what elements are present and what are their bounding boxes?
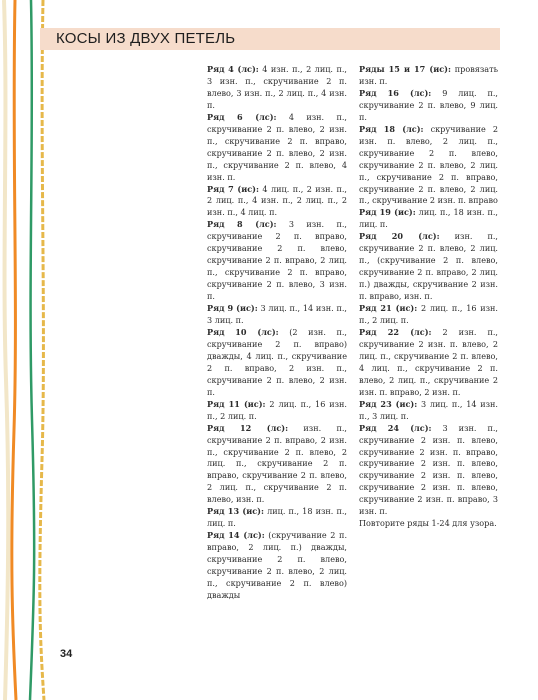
instruction-row <box>359 64 498 88</box>
row-text: 3 лиц. п., 14 изн. п., 3 лиц. п. <box>359 398 499 421</box>
row-text: изн. п., скручивание 2 п. влево, 2 лиц. п., (скручивание 2 п. влево, скручивание 2 п. вправо, 2 лиц. п.) дважды, скручивание 2 изн. п. вправо, изн. п. <box>359 231 499 302</box>
row-text: 2 лиц. п., 16 изн. п., 2 лиц. п. <box>207 398 347 421</box>
row-text: (скручивание 2 п. вправо, 2 лиц. п.) дважды, скручивание 2 п. влево, скручивание 2 п. влево, 2 лиц. п., скручивание 2 п. влево) дважды <box>207 530 348 600</box>
row-label: Ряд 24 (лс): <box>359 422 432 433</box>
instruction-row <box>359 327 498 399</box>
instructions-right-column <box>359 64 498 530</box>
row-text: 2 лиц. п., 16 изн. п., 2 лиц. п. <box>359 303 499 326</box>
instruction-row <box>207 219 347 303</box>
row-label: Ряд 22 (лс): <box>359 326 432 337</box>
yarn-strand-cream <box>4 0 8 700</box>
row-text: 2 изн. п., скручивание 2 изн. п. влево, 2 лиц. п., скручивание 2 п. влево, 4 лиц. п., скручивание 2 п. влево, 2 лиц. п., скручивание 2 изн. п. вправо, 2 изн. п. <box>359 326 499 397</box>
instruction-row <box>207 64 347 112</box>
instruction-row <box>207 303 347 327</box>
row-label: Ряд 7 (ис): <box>207 183 260 194</box>
row-label: Ряд 16 (лс): <box>359 87 432 98</box>
row-label: Ряд 9 (ис): <box>207 303 258 314</box>
instruction-row <box>359 303 498 327</box>
instruction-row <box>359 124 498 208</box>
row-text: 4 изн. п., скручивание 2 п. влево, 2 изн. п., скручивание 2 п. вправо, скручивание 2 п. влево, 2 изн. п., скручивание 2 п. влево, 4 изн. п. <box>207 111 347 182</box>
row-text: лиц. п., 18 изн. п., лиц. п. <box>359 207 498 230</box>
instruction-row <box>359 207 498 231</box>
row-text: (2 изн. п., скручивание 2 п. вправо) дважды, 4 лиц. п., скручивание 2 п. вправо, 2 изн. п., скручивание 2 п. влево, 2 изн. п. <box>207 326 348 397</box>
row-label: Ряд 14 (лс): <box>207 530 265 541</box>
row-text: провязать изн. п. <box>359 64 499 86</box>
row-label: Ряд 13 (ис): <box>207 506 264 517</box>
row-text: 3 изн. п., скручивание 2 п. вправо, скручивание 2 п. влево, скручивание 2 п. вправо, 2 лиц. п., скручивание 2 п. вправо, скручивание 2 п. влево, 3 изн. п. <box>207 219 347 302</box>
row-text: изн. п., скручивание 2 п. вправо, 2 изн. п., скручивание 2 п. влево, 2 лиц. п., скручивание 2 п. вправо, скручивание 2 п. влево, 2 лиц. п., скручивание 2 п. влево, изн. п. <box>207 422 348 505</box>
row-text: 3 изн. п., скручивание 2 изн. п. влево, скручивание 2 изн. п. вправо, скручивание 2 изн. п. влево, скручивание 2 изн. п. влево, скручивание 2 изн. п. влево, скручивание 2 изн. п. вправо, 3 изн. п. <box>359 422 499 517</box>
row-label: Ряды 15 и 17 (ис): <box>359 64 451 74</box>
instructions-left-column <box>207 64 347 602</box>
instruction-row <box>359 88 498 124</box>
yarn-strands-decoration <box>0 0 56 700</box>
instruction-row <box>359 518 498 530</box>
row-label: Ряд 10 (лс): <box>207 326 279 337</box>
row-label: Ряд 21 (ис): <box>359 303 418 314</box>
instruction-row <box>207 112 347 184</box>
row-label: Ряд 12 (лс): <box>207 422 289 433</box>
instruction-row <box>359 423 498 519</box>
row-text: 3 лиц. п., 14 изн. п., 3 лиц. п. <box>207 303 347 326</box>
instruction-row <box>359 399 498 423</box>
yarn-strand-gold <box>40 0 44 700</box>
instruction-row <box>207 506 347 530</box>
instruction-row <box>207 530 347 602</box>
row-label: Ряд 6 (лс): <box>207 111 277 122</box>
row-text: 9 лиц. п., скручивание 2 п. влево, 9 лиц. п. <box>359 87 498 122</box>
yarn-strand-orange <box>12 0 16 700</box>
instruction-row <box>359 231 498 303</box>
instruction-row <box>207 399 347 423</box>
row-text: скручивание 2 изн. п. влево, 2 лиц. п., скручивание 2 п. влево, скручивание 2 п. влево, 2 лиц. п., скручивание 2 п. вправо, скручивание 2 п. влево, 2 лиц. п., скручивание 2 изн. п. вправо <box>359 123 498 206</box>
row-text: лиц. п., 18 изн. п., лиц. п. <box>207 506 347 529</box>
row-text: 4 лиц. п., 2 изн. п., 2 лиц. п., 4 изн. п., 2 лиц. п., 2 изн. п., 4 лиц. п. <box>207 183 348 218</box>
row-label: Ряд 18 (лс): <box>359 123 424 134</box>
row-label: Ряд 19 (ис): <box>359 207 416 218</box>
row-text: Повторите ряды 1-24 для узора. <box>359 518 497 529</box>
row-label: Ряд 8 (лс): <box>207 219 277 230</box>
yarn-strand-green <box>30 0 34 700</box>
instruction-row <box>207 423 347 507</box>
instruction-row <box>207 184 347 220</box>
row-label: Ряд 4 (лс): <box>207 64 259 74</box>
row-label: Ряд 11 (ис): <box>207 398 266 409</box>
row-text: 4 изн. п., 2 лиц. п., 3 изн. п., скручивание 2 п. влево, 3 изн. п., 2 лиц. п., 4 изн. п. <box>207 64 347 110</box>
page-number: 34 <box>60 648 73 660</box>
row-label: Ряд 23 (ис): <box>359 398 418 409</box>
page-title: КОСЫ ИЗ ДВУХ ПЕТЕЛЬ <box>56 30 236 47</box>
instruction-row <box>207 327 347 399</box>
row-label: Ряд 20 (лс): <box>359 231 440 242</box>
